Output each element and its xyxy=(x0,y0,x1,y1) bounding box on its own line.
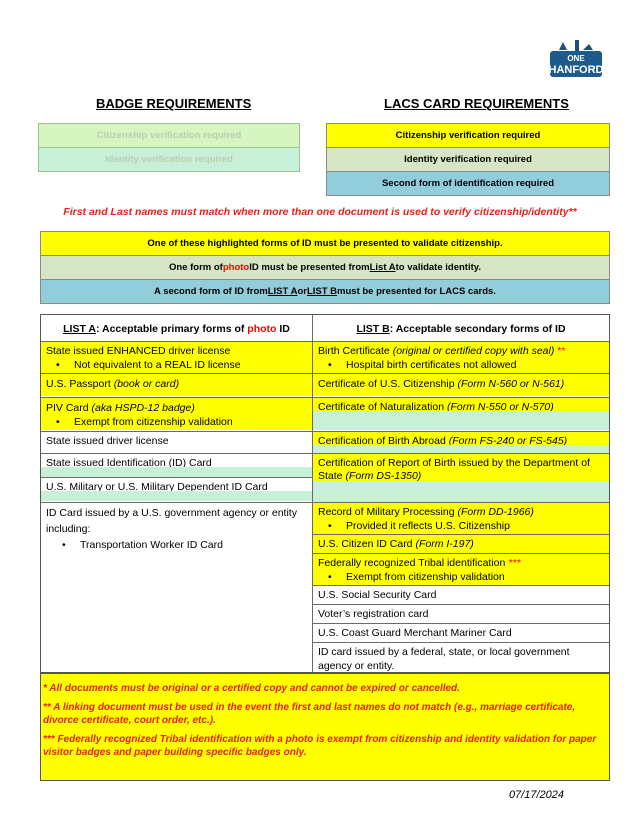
report-birth-label: Certification of Report of Birth issued by the Department of State xyxy=(318,457,590,481)
list-b-birth-abroad xyxy=(313,432,609,445)
revision-date: 07/17/2024 xyxy=(508,789,564,801)
header-divider xyxy=(41,341,609,342)
row-divider xyxy=(313,604,609,605)
citizen-id-label: U.S. Citizen ID Card xyxy=(318,538,416,550)
list-a-state-id: State issued Identification (ID) Card xyxy=(46,457,212,467)
legend-row3-or: or xyxy=(297,286,307,297)
birth-cert-note: (original or certified copy with seal) xyxy=(392,345,555,357)
footnote-1: * All documents must be original or a certified copy and cannot be expired or cancelled. xyxy=(43,683,460,694)
legend-citizenship-row: One of these highlighted forms of ID must be presented to validate citizenship. xyxy=(40,231,610,256)
tribal-id-note: Exempt from citizenship validation xyxy=(346,571,505,583)
enhanced-license-note: Not equivalent to a REAL ID license xyxy=(74,359,241,371)
list-a-header xyxy=(41,315,312,342)
lacs-identity-box: Identity verification required xyxy=(326,147,610,172)
piv-note: Exempt from citizenship validation xyxy=(74,416,233,428)
legend-second-form-row xyxy=(40,279,610,304)
legend-row2-post: to validate identity. xyxy=(395,262,481,273)
list-b-voter: Voter’s registration card xyxy=(318,608,429,620)
list-b-report-birth-band xyxy=(313,481,609,502)
tribal-id-marker: *** xyxy=(508,557,521,569)
birth-cert-label: Birth Certificate xyxy=(318,345,393,357)
passport-note: (book or card) xyxy=(113,378,180,390)
badge-requirements-heading: BADGE REQUIREMENTS xyxy=(96,96,252,111)
list-b-military-processing xyxy=(313,503,609,534)
legend-row3-post: must be presented for LACS cards. xyxy=(337,286,496,297)
column-divider xyxy=(312,315,313,673)
naturalization-label: Certificate of Naturalization xyxy=(318,401,447,411)
list-a-military-id-band xyxy=(41,491,312,501)
tribal-id-label: Federally recognized Tribal identification xyxy=(318,557,509,569)
footnote-2: ** A linking document must be used in the event the first and last names do not match (e.g., marriage certificate, divorce certificate, court order, etc.). xyxy=(43,701,576,726)
badge-identity-box: Identity verification required xyxy=(38,147,300,172)
row-divider xyxy=(41,373,609,374)
list-a-driver-license: State issued driver license xyxy=(46,435,169,447)
birth-cert-bullet: Hospital birth certificates not allowed xyxy=(346,359,517,371)
list-b-coast-guard: U.S. Coast Guard Merchant Mariner Card xyxy=(318,627,512,639)
svg-text:HANFORD: HANFORD xyxy=(548,64,604,76)
row-divider xyxy=(313,642,609,643)
gov-id-label: ID Card issued by a U.S. government agency or entity including: xyxy=(46,507,297,535)
birth-abroad-form: (Form FS-240 or FS-545) xyxy=(448,435,568,445)
footnote-3: *** Federally recognized Tribal identification with a photo is exempt from citizenship and identity validation for paper visitor badges and paper building specific badges only. xyxy=(43,733,597,758)
footnotes-box xyxy=(40,673,610,781)
badge-citizenship-box: Citizenship verification required xyxy=(38,123,300,148)
list-a-header-label: LIST A xyxy=(63,323,96,335)
row-divider xyxy=(313,623,609,624)
one-hanford-logo xyxy=(547,36,605,80)
legend-row3-list-b: LIST B xyxy=(306,286,338,297)
list-a-state-id-band xyxy=(41,467,312,477)
list-b-fed-id: ID card issued by a federal, state, or local government agency or entity. xyxy=(318,646,570,672)
row-divider xyxy=(313,553,609,554)
list-a-header-photo: photo xyxy=(247,323,277,335)
list-a-passport xyxy=(41,374,312,396)
legend-row2-list: List A xyxy=(369,262,396,273)
bullet-icon: • xyxy=(62,539,66,551)
piv-label: PIV Card xyxy=(46,402,92,414)
row-divider xyxy=(41,397,609,398)
bullet-icon: • xyxy=(328,571,332,583)
piv-aka: (aka HSPD-12 badge) xyxy=(91,402,195,414)
military-proc-note: Provided it reflects U.S. Citizenship xyxy=(346,520,510,532)
list-a-header-id: ID xyxy=(276,323,290,335)
legend-row2-photo: photo xyxy=(222,262,250,273)
list-a-enhanced-license xyxy=(41,342,312,373)
naturalization-form: (Form N-550 or N-570) xyxy=(446,401,554,411)
list-a-gov-id xyxy=(41,503,312,553)
list-b-header xyxy=(313,315,609,342)
list-b-naturalization xyxy=(313,398,609,411)
bullet-icon: • xyxy=(56,416,60,428)
row-divider xyxy=(41,477,312,478)
bullet-icon: • xyxy=(56,359,60,371)
legend-row3-list-a: LIST A xyxy=(267,286,298,297)
list-b-citizenship-cert xyxy=(313,374,609,396)
list-b-naturalization-band xyxy=(313,411,609,430)
legend-row2-pre: One form of xyxy=(169,262,223,273)
list-b-header-label: LIST B xyxy=(356,323,390,335)
list-b-header-text: : Acceptable secondary forms of ID xyxy=(389,323,566,335)
list-b-tribal-id xyxy=(313,554,609,585)
lacs-second-form-box: Second form of identification required xyxy=(326,171,610,196)
citizen-id-form: (Form I-197) xyxy=(415,538,474,550)
list-a-piv-card xyxy=(41,398,312,430)
legend-row3-pre: A second form of ID from xyxy=(154,286,268,297)
legend-row2-mid: ID must be presented from xyxy=(249,262,370,273)
enhanced-license-label: State issued ENHANCED driver license xyxy=(46,345,231,357)
list-b-birth-abroad-band xyxy=(313,445,609,453)
svg-text:ONE: ONE xyxy=(567,54,585,63)
list-a-military-id: U.S. Military or U.S. Military Dependent ID Card xyxy=(46,481,268,491)
list-b-citizen-id xyxy=(313,535,609,553)
list-b-birth-certificate xyxy=(313,342,609,373)
legend-identity-row xyxy=(40,255,610,280)
name-match-warning: First and Last names must match when more than one document is used to verify citizenship/identity** xyxy=(63,206,577,218)
military-proc-label: Record of Military Processing xyxy=(318,506,458,518)
military-proc-form: (Form DD-1966) xyxy=(457,506,534,518)
row-divider xyxy=(41,453,609,454)
lacs-citizenship-box: Citizenship verification required xyxy=(326,123,610,148)
birth-abroad-label: Certification of Birth Abroad xyxy=(318,435,449,445)
lacs-requirements-heading: LACS CARD REQUIREMENTS xyxy=(384,96,569,111)
row-divider xyxy=(41,431,609,432)
gov-id-note: Transportation Worker ID Card xyxy=(80,539,223,551)
row-divider xyxy=(41,502,609,503)
birth-cert-marker: ** xyxy=(554,345,566,357)
list-b-ssc: U.S. Social Security Card xyxy=(318,589,437,601)
row-divider xyxy=(313,534,609,535)
citizenship-cert-form: (Form N-560 or N-561) xyxy=(457,378,565,390)
bullet-icon: • xyxy=(328,520,332,532)
row-divider xyxy=(313,585,609,586)
list-a-header-text: : Acceptable primary forms of xyxy=(95,323,248,335)
list-b-report-birth xyxy=(313,454,609,481)
citizenship-cert-label: Certificate of U.S. Citizenship xyxy=(318,378,458,390)
passport-label: U.S. Passport xyxy=(46,378,114,390)
report-birth-form: (Form DS-1350) xyxy=(345,470,422,481)
bullet-icon: • xyxy=(328,359,332,371)
